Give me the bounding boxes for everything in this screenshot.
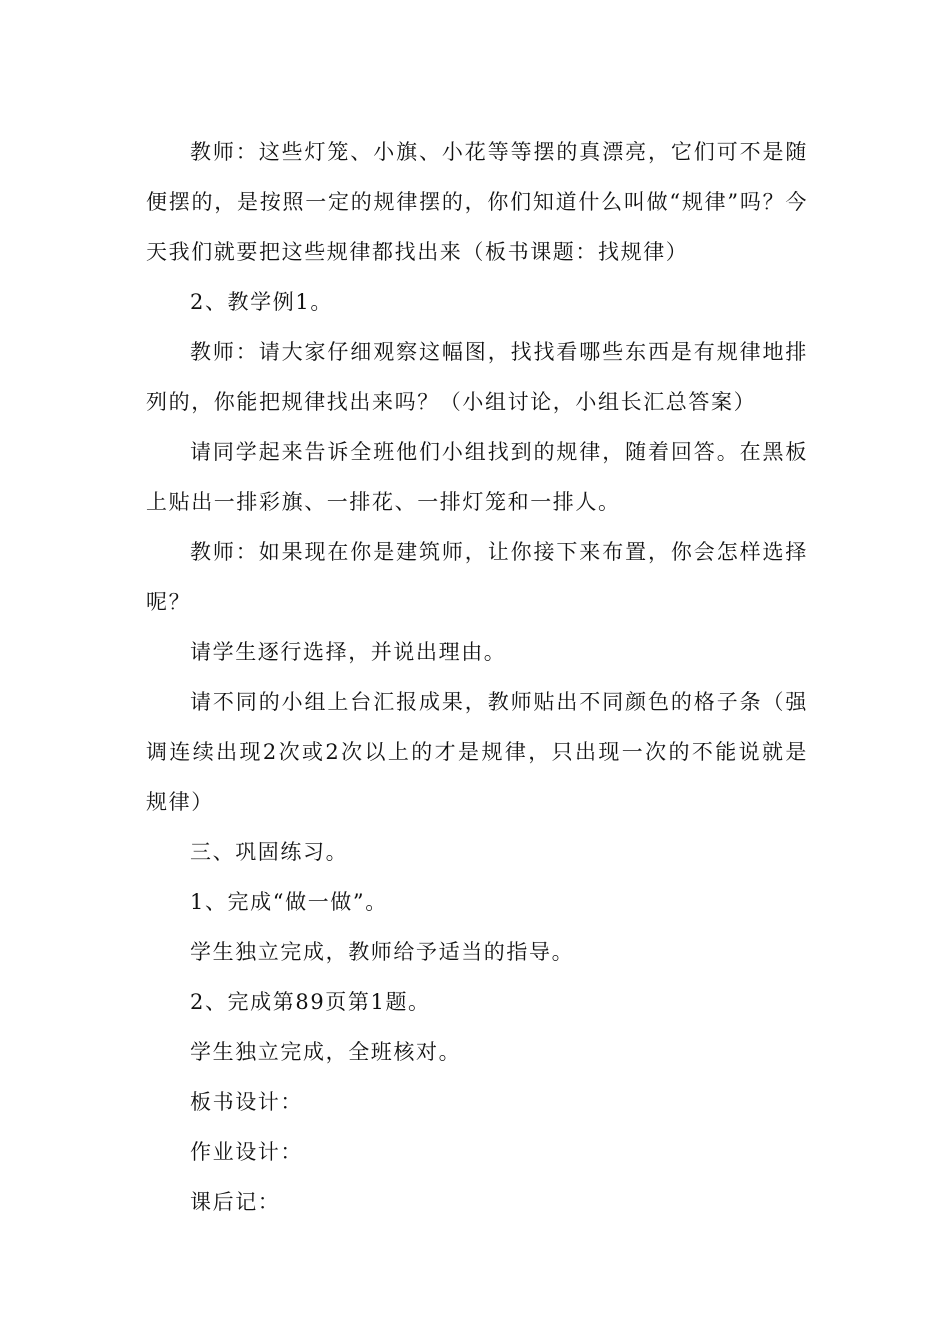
paragraph-report-pattern: 请同学起来告诉全班他们小组找到的规律，随着回答。在黑板上贴出一排彩旗、一排花、一排灯笼和一排人。	[146, 440, 808, 514]
label-homework-design: 作业设计：	[190, 1140, 303, 1164]
paragraph-exercise-1: 1、完成“做一做”。	[190, 890, 388, 914]
paragraph-teacher-intro: 教师：这些灯笼、小旗、小花等等摆的真漂亮，它们可不是随便摆的，是按照一定的规律摆的，你们知道什么叫做“规律”吗？今天我们就要把这些规律都找出来（板书课题：找规律）	[146, 140, 808, 264]
label-board-design: 板书设计：	[190, 1090, 303, 1114]
paragraph-independent-work-2: 学生独立完成，全班核对。	[190, 1040, 462, 1064]
document-body	[146, 127, 808, 1227]
paragraph-architect-question: 教师：如果现在你是建筑师，让你接下来布置，你会怎样选择呢？	[146, 540, 808, 614]
paragraph-independent-work-1: 学生独立完成，教师给予适当的指导。	[190, 940, 575, 964]
label-after-class-notes: 课后记：	[190, 1190, 281, 1214]
paragraph-example-heading: 2、教学例1。	[190, 290, 333, 314]
paragraph-choose-rows: 请学生逐行选择，并说出理由。	[190, 640, 507, 664]
paragraph-exercise-2: 2、完成第89页第1题。	[190, 990, 431, 1014]
paragraph-group-report: 请不同的小组上台汇报成果，教师贴出不同颜色的格子条（强调连续出现2次或2次以上的才是规律，只出现一次的不能说就是规律）	[146, 690, 808, 814]
paragraph-observe-picture: 教师：请大家仔细观察这幅图，找找看哪些东西是有规律地排列的，你能把规律找出来吗？（小组讨论，小组长汇总答案）	[146, 340, 808, 414]
section-heading-practice: 三、巩固练习。	[190, 840, 349, 864]
